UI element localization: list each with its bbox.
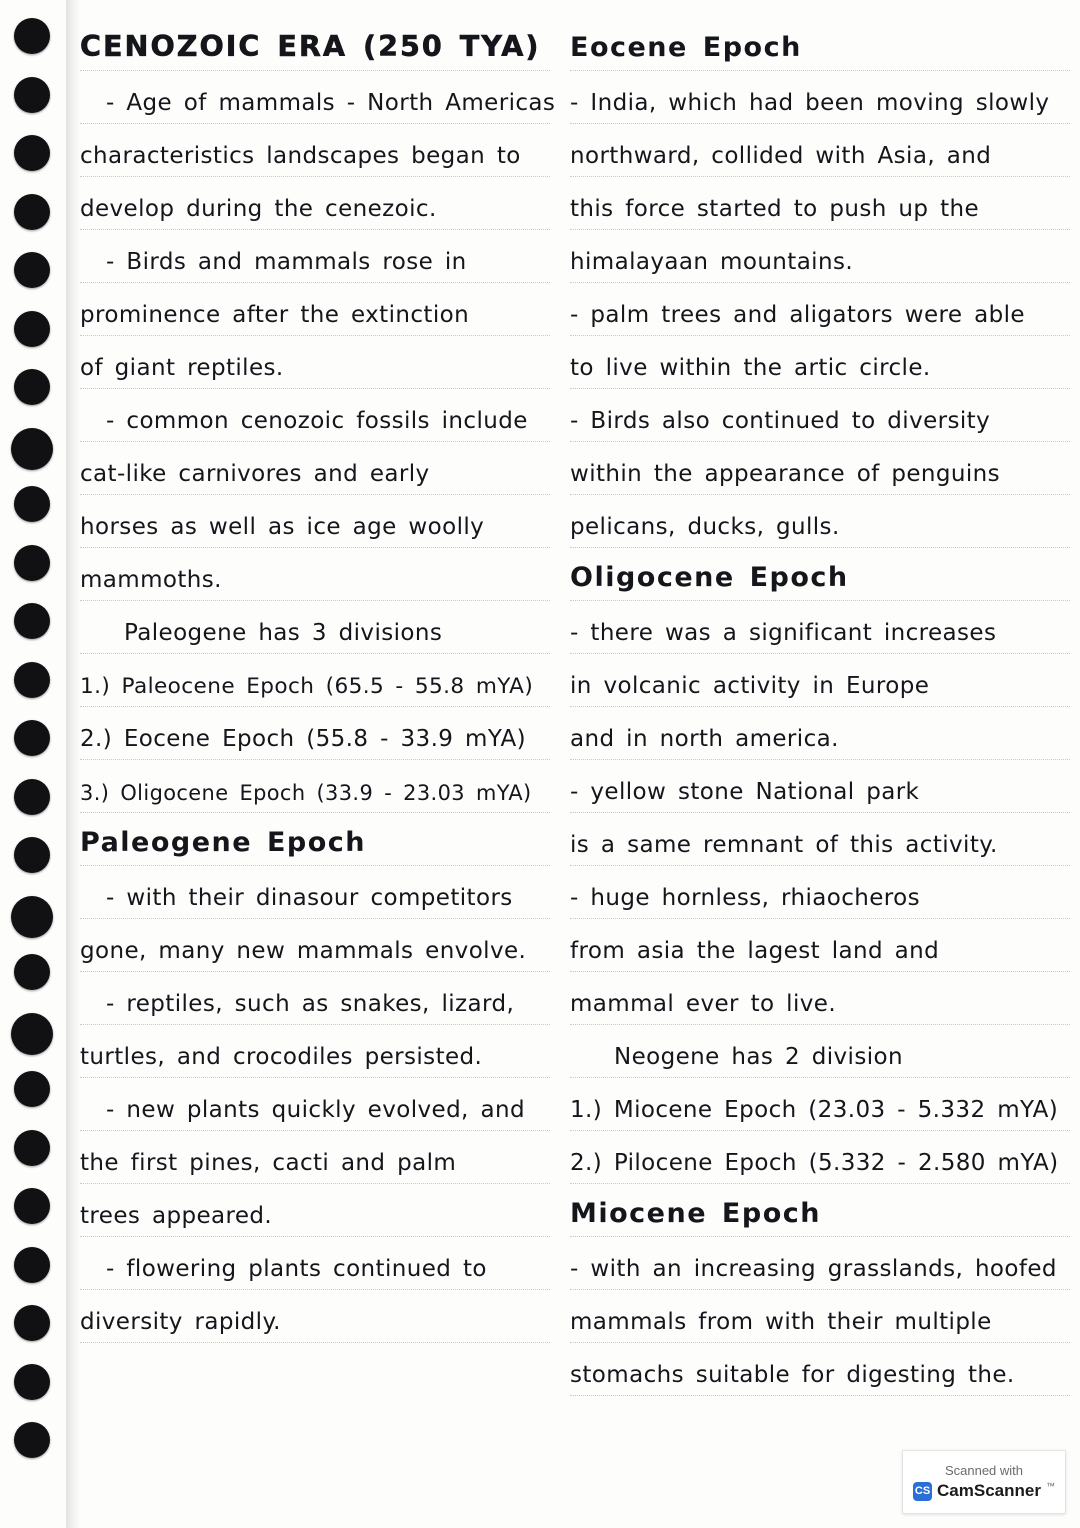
right-line-text: mammals from with their multiple <box>570 1309 992 1335</box>
left-line-text: - common cenozoic fossils include <box>106 408 528 434</box>
right-line-text: northward, collided with Asia, and <box>570 143 992 169</box>
left-line-text: 3.) Oligocene Epoch (33.9 - 23.03 mYA) <box>80 781 532 805</box>
note-line <box>570 71 1070 124</box>
note-line <box>80 601 550 654</box>
binding-hole <box>14 252 50 288</box>
right-line-text: from asia the lagest land and <box>570 938 940 964</box>
binding-hole <box>14 1130 50 1166</box>
binding-hole <box>14 311 50 347</box>
note-line <box>80 707 550 760</box>
note-line <box>570 919 1070 972</box>
note-line <box>570 442 1070 495</box>
watermark-trademark: ™ <box>1045 1481 1055 1491</box>
right-line-text: - palm trees and aligators were able <box>570 302 1025 328</box>
binding-hole <box>14 954 50 990</box>
binding-hole <box>14 837 50 873</box>
note-line <box>80 336 550 389</box>
note-line <box>570 230 1070 283</box>
right-line-text: within the appearance of penguins <box>570 461 1001 487</box>
note-line <box>570 1078 1070 1131</box>
left-line-text: characteristics landscapes began to <box>80 143 521 169</box>
note-line <box>570 495 1070 548</box>
note-line <box>80 71 556 124</box>
note-line <box>570 389 1070 442</box>
right-line-text: - there was a significant increases <box>570 620 997 646</box>
right-line-text: 1.) Miocene Epoch (23.03 - 5.332 mYA) <box>570 1097 1059 1123</box>
left-line-text: - Birds and mammals rose in <box>106 249 467 275</box>
left-line-text: 2.) Eocene Epoch (55.8 - 33.9 mYA) <box>80 726 527 752</box>
binding-hole <box>14 1247 50 1283</box>
note-line <box>570 972 1070 1025</box>
binding-hole <box>14 545 50 581</box>
right-line-text: in volcanic activity in Europe <box>570 673 930 699</box>
right-line-text: mammal ever to live. <box>570 991 837 1017</box>
camscanner-watermark <box>902 1450 1066 1514</box>
note-line <box>80 760 550 813</box>
note-line <box>80 1131 550 1184</box>
note-line <box>80 1290 550 1343</box>
note-line <box>570 707 1070 760</box>
left-line-text: the first pines, cacti and palm <box>80 1150 457 1176</box>
note-line <box>80 813 550 866</box>
right-line-text: to live within the artic circle. <box>570 355 931 381</box>
left-line-text: Paleogene Epoch <box>80 827 367 858</box>
binding-hole <box>14 603 50 639</box>
note-line <box>570 18 1070 71</box>
note-line <box>80 283 550 336</box>
left-line-text: of giant reptiles. <box>80 355 284 381</box>
binding-hole <box>14 779 50 815</box>
note-line <box>570 283 1070 336</box>
right-line-text: this force started to push up the <box>570 196 980 222</box>
left-line-text: - flowering plants continued to <box>106 1256 487 1282</box>
watermark-brand <box>913 1481 1055 1501</box>
note-line <box>570 654 1070 707</box>
right-line-text: 2.) Pilocene Epoch (5.332 - 2.580 mYA) <box>570 1150 1059 1176</box>
note-line <box>570 1343 1070 1396</box>
left-line-text: horses as well as ice age woolly <box>80 514 485 540</box>
left-line-text: diversity rapidly. <box>80 1309 281 1335</box>
left-line-text: CENOZOIC ERA (250 TYA) <box>80 29 541 63</box>
note-line <box>80 1078 550 1131</box>
left-line-text: - Age of mammals - North Americas <box>106 90 556 116</box>
note-line <box>80 177 550 230</box>
left-line-text: trees appeared. <box>80 1203 273 1229</box>
left-line-text: cat-like carnivores and early <box>80 461 430 487</box>
ruled-sheet <box>72 0 1080 1528</box>
binding-hole <box>14 1305 50 1341</box>
note-line <box>80 548 550 601</box>
binding-hole <box>14 1188 50 1224</box>
note-line <box>80 654 550 707</box>
note-line <box>570 548 1070 601</box>
binding-hole <box>14 194 50 230</box>
note-line <box>80 389 550 442</box>
binding-hole <box>14 1422 50 1458</box>
binding-hole <box>11 428 53 470</box>
right-line-text: pelicans, ducks, gulls. <box>570 514 840 540</box>
note-line <box>570 866 1070 919</box>
left-line-text: turtles, and crocodiles persisted. <box>80 1044 483 1070</box>
right-line-text: Neogene has 2 division <box>614 1044 903 1070</box>
left-line-text: prominence after the extinction <box>80 302 470 328</box>
note-line <box>80 442 550 495</box>
right-line-text: - huge hornless, rhiaocheros <box>570 885 920 911</box>
note-line <box>80 1025 550 1078</box>
note-line <box>570 1184 1070 1237</box>
note-line <box>570 1131 1070 1184</box>
left-line-text: - new plants quickly evolved, and <box>106 1097 525 1123</box>
right-line-text: and in north america. <box>570 726 839 752</box>
camscanner-logo-icon: CS <box>913 1482 932 1501</box>
left-line-text: 1.) Paleocene Epoch (65.5 - 55.8 mYA) <box>80 674 534 699</box>
binding-hole <box>14 662 50 698</box>
right-line-text: Miocene Epoch <box>570 1198 821 1229</box>
note-line <box>570 1290 1070 1343</box>
watermark-app-name: CamScanner <box>937 1481 1041 1500</box>
note-line <box>80 230 550 283</box>
binding-hole <box>14 1071 50 1107</box>
right-line-text: stomachs suitable for digesting the. <box>570 1362 1015 1388</box>
note-line <box>570 813 1070 866</box>
note-line <box>80 495 550 548</box>
binding-hole <box>14 135 50 171</box>
note-line <box>80 18 550 71</box>
binding-hole <box>14 1364 50 1400</box>
right-line-text: himalayaan mountains. <box>570 249 854 275</box>
note-line <box>80 866 550 919</box>
right-line-text: - with an increasing grasslands, hoofed <box>570 1256 1057 1282</box>
note-line <box>80 1184 550 1237</box>
note-line <box>570 1025 1070 1078</box>
left-line-text: develop during the cenezoic. <box>80 196 437 222</box>
right-line-text: Eocene Epoch <box>570 32 802 63</box>
right-line-text: - yellow stone National park <box>570 779 920 805</box>
note-line <box>80 1237 550 1290</box>
note-line <box>570 1237 1070 1290</box>
binding-hole <box>14 77 50 113</box>
note-line <box>570 760 1070 813</box>
binding-hole <box>11 1013 53 1055</box>
notes-right-column <box>570 18 1070 1396</box>
left-line-text: - with their dinasour competitors <box>106 885 513 911</box>
left-line-text: Paleogene has 3 divisions <box>124 620 443 646</box>
right-line-text: - India, which had been moving slowly <box>570 90 1050 116</box>
right-line-text: - Birds also continued to diversity <box>570 408 991 434</box>
note-line <box>80 919 550 972</box>
binding-hole <box>14 720 50 756</box>
note-line <box>570 336 1070 389</box>
note-line <box>80 124 550 177</box>
binding-hole <box>11 896 53 938</box>
left-line-text: gone, many new mammals envolve. <box>80 938 527 964</box>
note-line <box>80 972 550 1025</box>
binding-hole <box>14 18 50 54</box>
left-line-text: mammoths. <box>80 567 222 593</box>
watermark-scanned-with-label: Scanned with <box>944 1463 1024 1478</box>
spiral-binding-holes <box>0 0 72 1528</box>
left-line-text: - reptiles, such as snakes, lizard, <box>106 991 515 1017</box>
binding-hole <box>14 486 50 522</box>
right-line-text: is a same remnant of this activity. <box>570 832 998 858</box>
notes-left-column <box>80 18 556 1343</box>
note-line <box>570 601 1070 654</box>
note-line <box>570 177 1070 230</box>
note-line <box>570 124 1070 177</box>
binding-hole <box>14 369 50 405</box>
right-line-text: Oligocene Epoch <box>570 562 849 593</box>
